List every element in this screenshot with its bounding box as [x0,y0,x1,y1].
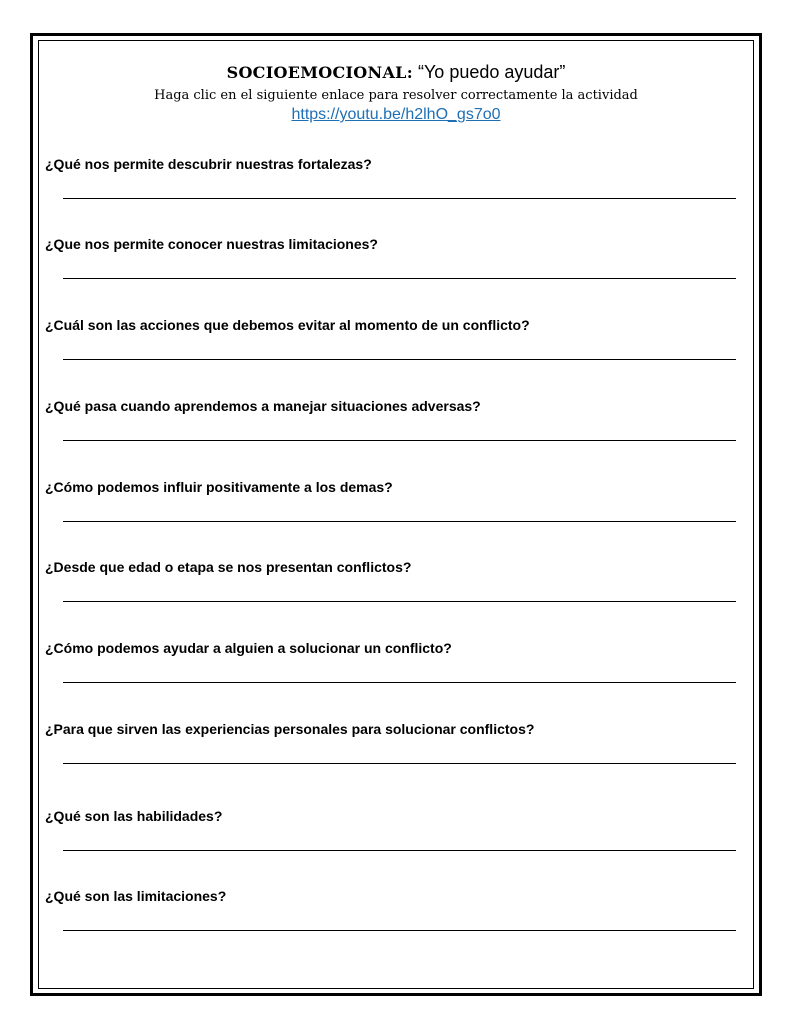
question-9: ¿Qué son las habilidades? [45,808,223,824]
question-10: ¿Qué son las limitaciones? [45,888,227,904]
answer-line-9[interactable] [63,850,736,851]
answer-line-2[interactable] [63,278,736,279]
video-link[interactable]: https://youtu.be/h2lhO_gs7o0 [291,106,501,123]
question-1: ¿Qué nos permite descubrir nuestras fortalezas? [45,156,372,172]
question-7: ¿Cómo podemos ayudar a alguien a solucionar un conflicto? [45,640,452,656]
question-2: ¿Que nos permite conocer nuestras limitaciones? [45,236,378,252]
answer-line-6[interactable] [63,601,736,602]
question-4: ¿Qué pasa cuando aprendemos a manejar situaciones adversas? [45,398,481,414]
instruction-text: Haga clic en el siguiente enlace para resolver correctamente la actividad [154,88,638,103]
answer-line-3[interactable] [63,359,736,360]
worksheet-title [38,60,754,85]
answer-line-4[interactable] [63,440,736,441]
question-6: ¿Desde que edad o etapa se nos presentan conflictos? [45,559,412,575]
answer-line-7[interactable] [63,682,736,683]
answer-line-1[interactable] [63,198,736,199]
question-8: ¿Para que sirven las experiencias personales para solucionar conflictos? [45,721,535,737]
answer-line-5[interactable] [63,521,736,522]
question-5: ¿Cómo podemos influir positivamente a los demas? [45,479,393,495]
answer-line-10[interactable] [63,930,736,931]
worksheet-header [38,60,754,125]
answer-line-8[interactable] [63,763,736,764]
title-subject: SOCIOEMOCIONAL: [226,63,413,82]
page-border-inner [38,40,754,989]
question-3: ¿Cuál son las acciones que debemos evitar al momento de un conflicto? [45,317,530,333]
title-topic: “Yo puedo ayudar” [417,62,566,82]
